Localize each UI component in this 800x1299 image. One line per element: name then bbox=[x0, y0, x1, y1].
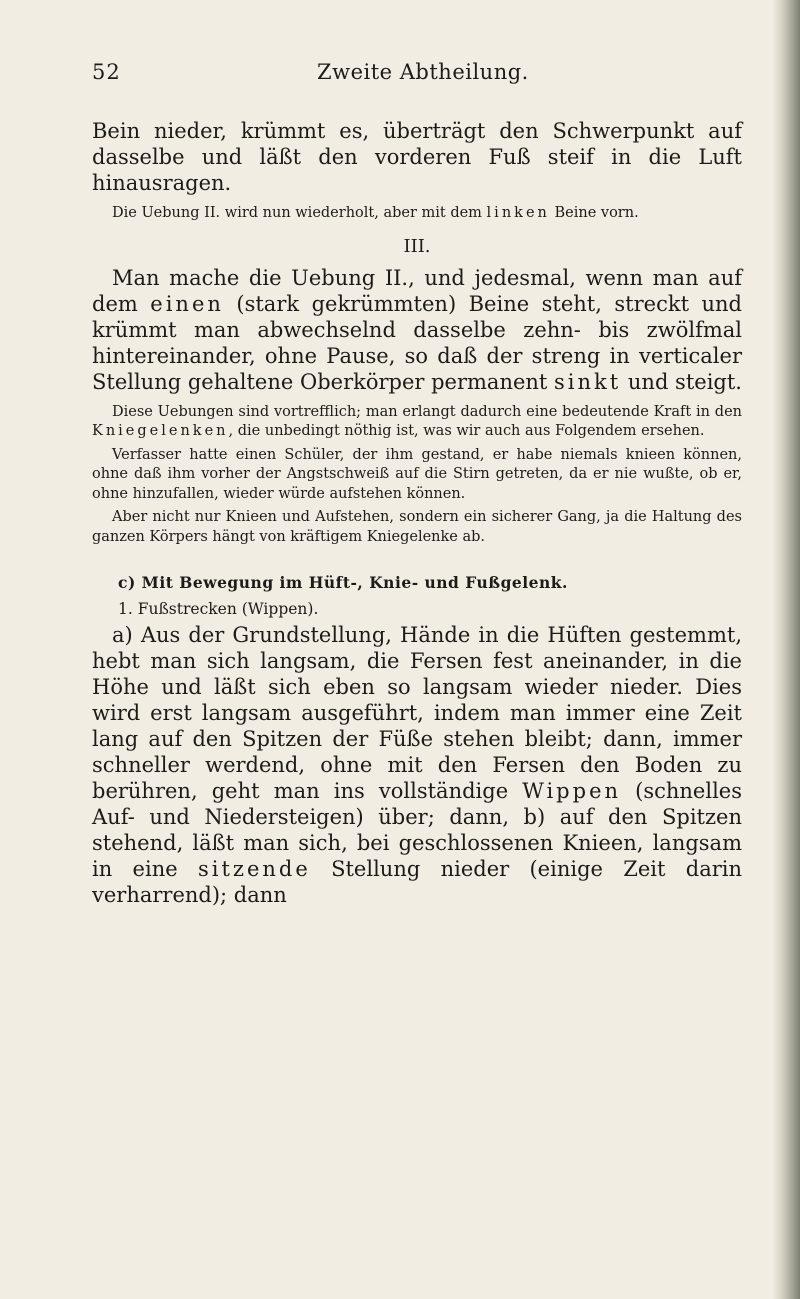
page-number: 52 bbox=[92, 60, 121, 84]
paragraph-5: Verfasser hatte einen Schüler, der ihm gestand, er habe niemals knieen können, ohne daß ihm vorher der Angstschweiß auf die Stirn getreten, da er nie wußte, ob er, ohne hinzufallen, wieder würde aufstehen können. bbox=[92, 446, 742, 502]
emphasis-kniegelenken: Kniegelenken bbox=[92, 423, 229, 439]
page-edge-shadow bbox=[772, 0, 800, 1299]
text-run: a) Aus der Grundstellung, Hände in die Hüften gestemmt, hebt man sich langsam, die Fersen fest aneinander, in die Höhe und läßt sich eben so langsam wieder nieder. Dies wird erst langsam ausgeführt, indem man immer eine Zeit lang auf den Spitzen der Füße stehen bleibt; dann, immer schneller werdend, ohne mit den Fersen den Boden zu berühren, geht man ins vollständige bbox=[92, 623, 742, 803]
paragraph-2 bbox=[92, 204, 742, 224]
emphasis-sinkt: sinkt bbox=[554, 369, 622, 394]
paragraph-6: Aber nicht nur Knieen und Aufstehen, sondern ein sicherer Gang, ja die Haltung des ganzen Körpers hängt von kräftigem Kniegelenke ab. bbox=[92, 509, 742, 545]
section-heading-iii: III. bbox=[403, 235, 431, 257]
text-run: , die unbedingt nöthig ist, was wir auch aus Folgendem ersehen. bbox=[228, 423, 705, 439]
subsection-heading-1: 1. Fußstrecken (Wippen). bbox=[118, 600, 319, 618]
emphasis-einen: einen bbox=[150, 291, 224, 316]
emphasis-sitzende: sitzende bbox=[197, 857, 311, 881]
emphasis-wippen: Wippen bbox=[522, 779, 622, 803]
text-run: Stellung nieder (einige Zeit darin verharrend); dann bbox=[92, 857, 742, 907]
text-run: Beine vorn. bbox=[549, 205, 639, 221]
text-run: Diese Uebungen sind vortrefflich; man erlangt dadurch eine bedeutende Kraft in den bbox=[112, 403, 742, 420]
paragraph-1: Bein nieder, krümmt es, überträgt den Schwerpunkt auf dasselbe und läßt den vorderen Fuß steif in die Luft hinausragen. bbox=[92, 119, 742, 195]
text-run: (stark gekrümmten) Beine steht, streckt und krümmt man abwechselnd dasselbe zehn- bis zwölfmal hintereinander, ohne Pause, so daß der streng in verticaler Stellung gehaltene Oberkörper permanent bbox=[92, 291, 742, 394]
page-header bbox=[92, 60, 742, 90]
emphasis-linken: linken bbox=[486, 205, 550, 221]
text-run: Man mache die Uebung II., und jedesmal, wenn man auf dem bbox=[92, 265, 742, 316]
paragraph-3 bbox=[92, 265, 742, 395]
text-run: Die Uebung II. wird nun wiederholt, aber mit dem bbox=[112, 205, 487, 221]
running-title: Zweite Abtheilung. bbox=[317, 60, 529, 84]
section-heading-c: c) Mit Bewegung im Hüft-, Knie- und Fußgelenk. bbox=[118, 573, 568, 592]
text-run: (schnelles Auf- und Niedersteigen) über; dann, b) auf den Spitzen stehend, läßt man sich, bei geschlossenen Knieen, langsam in eine bbox=[92, 779, 742, 881]
page-body bbox=[92, 118, 742, 908]
paragraph-4 bbox=[92, 403, 742, 442]
paragraph-7 bbox=[92, 622, 742, 908]
text-run: und steigt. bbox=[621, 369, 742, 394]
